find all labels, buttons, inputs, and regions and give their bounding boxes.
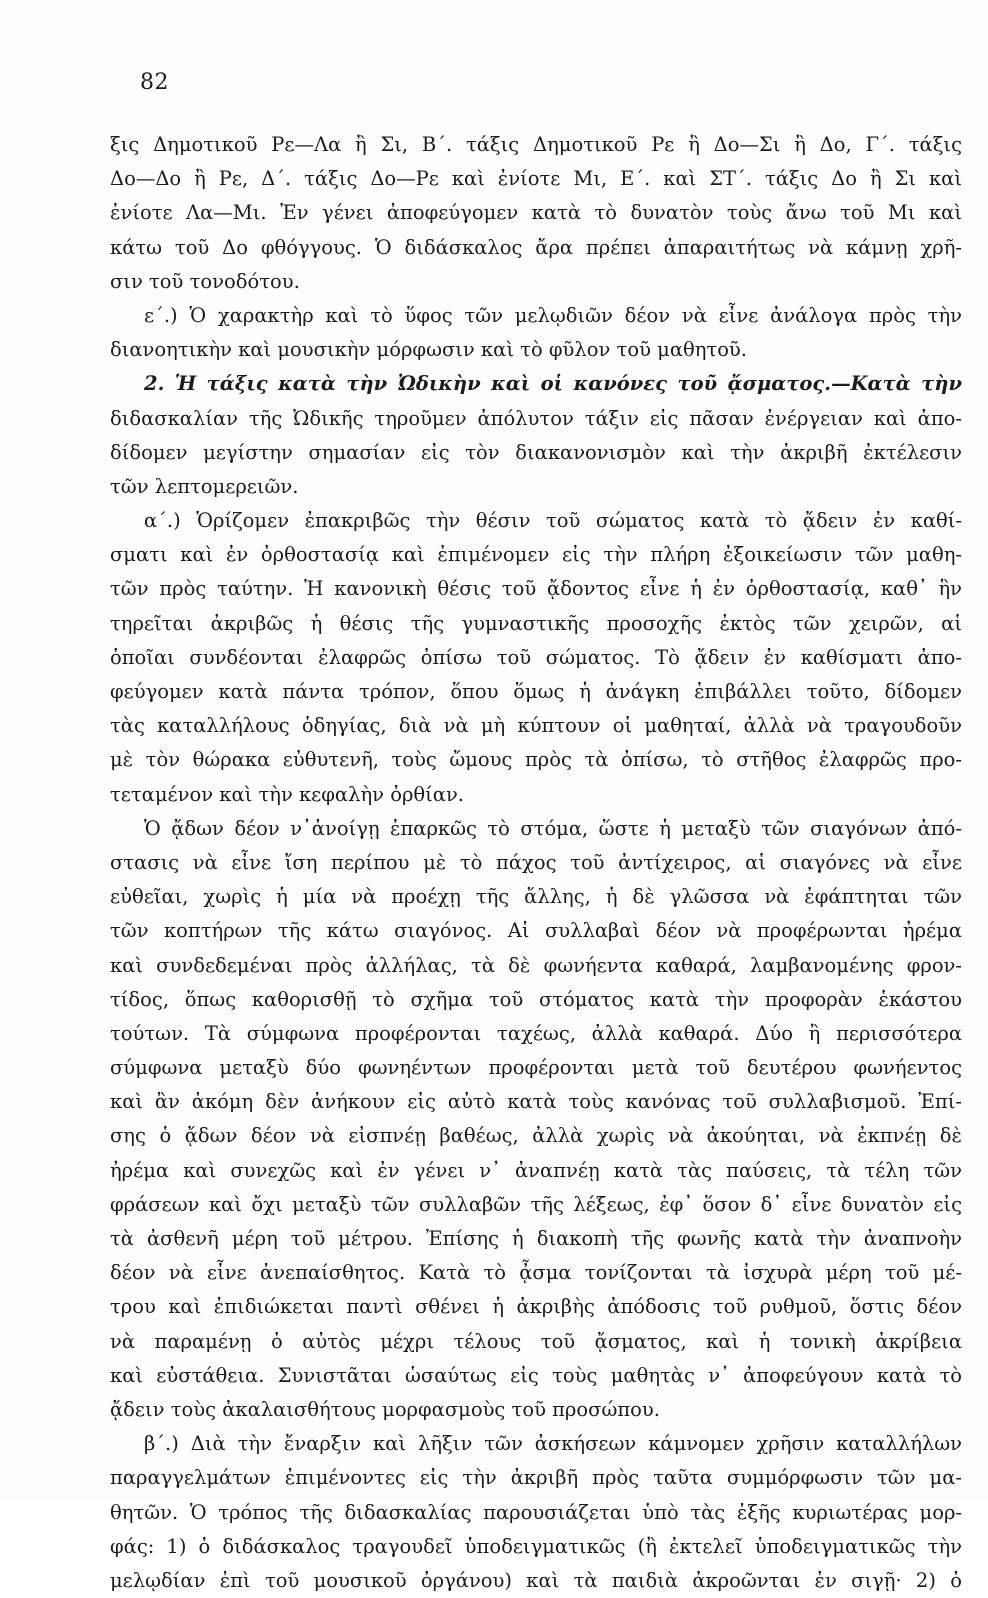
text-line: φάς: 1) ὁ διδάσκαλος τραγουδεῖ ὑποδειγματικῶς (ἢ ἐκτελεῖ ὑποδειγματικῶς τὴν [110,1534,962,1558]
text-line: ὁποῖαι συνδέονται ἐλαφρῶς ὀπίσω τοῦ σώματος. Τὸ ᾄδειν ἐν καθίσματι ἀπο- [110,645,962,669]
text-line: φράσεων καὶ ὄχι μεταξὺ τῶν συλλαβῶν τῆς λέξεως, ἐφ᾽ ὅσον δ᾽ εἶνε δυνατὸν εἰς [110,1192,962,1216]
text-line: μὲ τὸν θώρακα εὐθυτενῆ, τοὺς ὤμους πρὸς τὰ ὀπίσω, τὸ στῆθος ἐλαφρῶς προ- [110,748,962,772]
text-line: τεταμένον καὶ τὴν κεφαλὴν ὀρθίαν. [110,782,465,806]
text-line: νὰ παραμένῃ ὁ αὐτὸς μέχρι τέλους τοῦ ᾄσματος, καὶ ἡ τονικὴ ἀκρίβεια [110,1329,962,1353]
text-line: δέον νὰ εἶνε ἀνεπαίσθητος. Κατὰ τὸ ᾆσμα τονίζονται τὰ ἰσχυρὰ μέρη τοῦ μέ- [110,1261,962,1285]
text-line: φεύγομεν κατὰ πάντα τρόπον, ὅπου ὅμως ἡ ἀνάγκη ἐπιβάλλει τοῦτο, δίδομεν [110,680,962,703]
text-line: τῶν λεπτομερειῶν. [110,474,299,498]
text-line: θητῶν. Ὁ τρόπος τῆς διδασκαλίας παρουσιάζεται ὑπὸ τὰς ἑξῆς κυριωτέρας μορ- [110,1500,962,1524]
text-line: διανοητικὴν καὶ μουσικὴν μόρφωσιν καὶ τὸ φῦλον τοῦ μαθητοῦ. [110,338,747,362]
text-line: δίδομεν μεγίστην σημασίαν εἰς τὸν διακανονισμὸν καὶ τὴν ἀκριβῆ ἐκτέλεσιν [110,440,962,464]
text-line: τούτων. Τὰ σύμφωνα προφέρονται ταχέως, ἀλλὰ καθαρά. Δύο ἢ περισσότερα [110,1021,962,1045]
text-line: Δο—Δο ἢ Ρε, Δ΄. τάξις Δο—Ρε καὶ ἐνίοτε Μι, Ε΄. καὶ ΣΤ΄. τάξις Δο ἢ Σι καὶ [110,167,962,191]
body-text [110,128,962,1598]
text-line: τὰς καταλλήλους ὁδηγίας, διὰ νὰ μὴ κύπτουν οἱ μαθηταί, ἀλλὰ νὰ τραγουδοῦν [110,714,962,738]
page-number: 82 [140,70,169,95]
text-line: ᾄδειν τοὺς ἀκαλαισθήτους μορφασμοὺς τοῦ προσώπου. [110,1397,660,1421]
text-line: ἐνίοτε Λα—Μι. Ἐν γένει ἀποφεύγομεν κατὰ τὸ δυνατὸν τοὺς ἄνω τοῦ Μι καὶ [110,201,962,225]
text-line: κάτω τοῦ Δο φθόγγους. Ὁ διδάσκαλος ἄρα πρέπει ἀπαραιτήτως νὰ κάμνῃ χρῆ- [110,235,962,259]
text-line: σης ὁ ᾄδων δέον νὰ εἰσπνέῃ βαθέως, ἀλλὰ χωρὶς νὰ ἀκούηται, νὰ ἐκπνέῃ δὲ [110,1124,962,1148]
text-line: καὶ εὐστάθεια. Συνιστᾶται ὡσαύτως εἰς τοὺς μαθητὰς ν᾽ ἀποφεύγουν κατὰ τὸ [110,1363,962,1387]
text-line: σύμφωνα μεταξὺ δύο φωνηέντων προφέρονται μετὰ τοῦ δευτέρου φωνήεντος [110,1056,962,1080]
text-line: καὶ συνδεδεμέναι πρὸς ἀλλήλας, τὰ δὲ φωνήεντα καθαρά, λαμβανομένης φρον- [110,953,962,977]
text-line: τὰ ἀσθενῆ μέρη τοῦ μέτρου. Ἐπίσης ἡ διακοπὴ τῆς φωνῆς κατὰ τὴν ἀναπνοὴν [110,1227,962,1250]
text-line: σιν τοῦ τονοδότου. [110,269,300,293]
text-line: τῶν πρὸς ταύτην. Ἡ κανονικὴ θέσις τοῦ ᾄδοντος εἶνε ἡ ἐν ὀρθοστασίᾳ, καθ᾽ ἣν [110,577,962,601]
text-line: σματι καὶ ἐν ὀρθοστασίᾳ καὶ ἐπιμένομεν εἰς τὴν πλήρη ἐξοικείωσιν τῶν μαθη- [110,543,962,567]
text-line: α΄.) Ὁρίζομεν ἐπακριβῶς τὴν θέσιν τοῦ σώματος κατὰ τὸ ᾄδειν ἐν καθί- [144,509,962,533]
text-line: Ὁ ᾄδων δέον ν᾽ἀνοίγῃ ἐπαρκῶς τὸ στόμα, ὥστε ἡ μεταξὺ τῶν σιαγόνων ἀπό- [144,816,962,840]
text-line: ἠρέμα καὶ συνεχῶς καὶ ἐν γένει ν᾽ ἀναπνέῃ κατὰ τὰς παύσεις, τὰ τέλη τῶν [110,1158,962,1182]
text-line: καὶ ἂν ἀκόμη δὲν ἀνήκουν εἰς αὐτὸ κατὰ τοὺς κανόνας τοῦ συλλαβισμοῦ. Ἐπί- [110,1090,962,1114]
text-line: στασις νὰ εἶνε ἴση περίπου μὲ τὸ πάχος τοῦ ἀντίχειρος, αἱ σιαγόνες νὰ εἶνε [110,850,962,874]
text-line: τῶν κοπτήρων τῆς κάτω σιαγόνος. Αἱ συλλαβαὶ δέον νὰ προφέρωνται ἠρέμα [110,919,962,943]
section-heading: 2. Ἡ τάξις κατὰ τὴν Ὠδικὴν καὶ οἱ κανόνες τοῦ ᾄσματος.—Κατὰ τὴν [144,372,962,396]
text-line: παραγγελμάτων ἐπιμένοντες εἰς τὴν ἀκριβῆ πρὸς ταῦτα συμμόρφωσιν τῶν μα- [110,1466,962,1490]
text-line: ξις Δημοτικοῦ Ρε—Λα ἢ Σι, Β΄. τάξις Δημοτικοῦ Ρε ἢ Δο—Σι ἢ Δο, Γ΄. τάξις [110,133,962,156]
text-line: β΄.) Διὰ τὴν ἔναρξιν καὶ λῆξιν τῶν ἀσκήσεων κάμνομεν χρῆσιν καταλλήλων [144,1432,962,1456]
text-line: διδασκαλίαν τῆς Ὠδικῆς τηροῦμεν ἀπόλυτον τάξιν εἰς πᾶσαν ἐνέργειαν καὶ ἀπο- [110,406,962,430]
text-line: τρου καὶ ἐπιδιώκεται παντὶ σθένει ἡ ἀκριβὴς ἀπόδοσις τοῦ ρυθμοῦ, ὅστις δέον [110,1295,962,1319]
text-line: τηρεῖται ἀκριβῶς ἡ θέσις τῆς γυμναστικῆς προσοχῆς ἐκτὸς τῶν χειρῶν, αἱ [110,611,962,635]
text-line: τίδος, ὅπως καθορισθῇ τὸ σχῆμα τοῦ στόματος κατὰ τὴν προφορὰν ἑκάστου [110,987,962,1011]
text-line: εὐθεῖαι, χωρὶς ἡ μία νὰ προέχῃ τῆς ἄλλης, ἡ δὲ γλῶσσα νὰ ἐφάπτηται τῶν [110,885,962,909]
text-line: ε΄.) Ὁ χαρακτὴρ καὶ τὸ ὕφος τῶν μελῳδιῶν δέον νὰ εἶνε ἀνάλογα πρὸς τὴν [144,303,962,327]
text-line: μελῳδίαν ἐπὶ τοῦ μουσικοῦ ὀργάνου) καὶ τὰ παιδιὰ ἀκροῶνται ἐν σιγῇ· 2) ὁ [110,1568,962,1592]
